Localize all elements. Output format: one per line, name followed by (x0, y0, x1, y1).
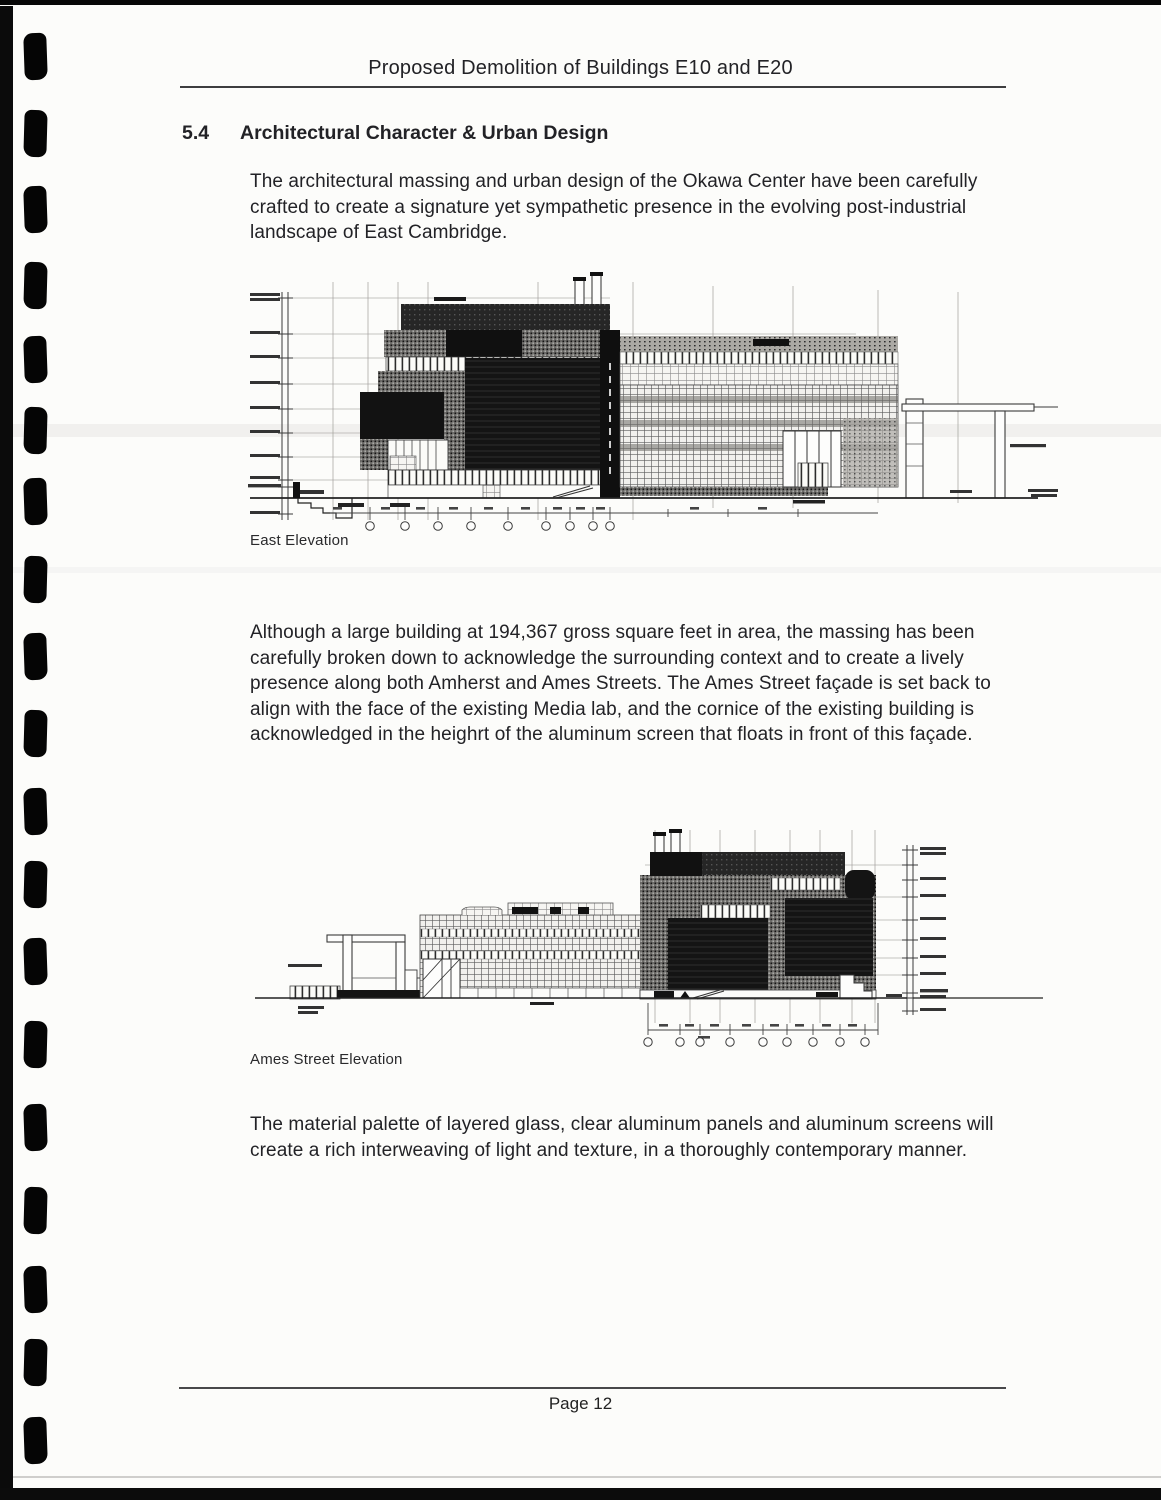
binding-hole-mark (23, 710, 47, 758)
binding-hole-mark (23, 1021, 47, 1069)
binding-hole-mark (23, 407, 47, 455)
binding-hole-mark (23, 186, 48, 234)
binding-hole-mark (23, 1104, 48, 1152)
east-elevation-drawing (238, 268, 1068, 560)
level-annotation-marks (248, 293, 324, 514)
ames-street-elevation-drawing (250, 818, 1050, 1058)
section-number: 5.4 (182, 122, 210, 144)
binding-hole-mark (23, 336, 48, 384)
page-number-text: Page 12 (548, 1394, 613, 1413)
binding-hole-mark (23, 1417, 48, 1465)
scan-edge-left (0, 6, 13, 1500)
binding-hole-mark (23, 262, 47, 310)
binding-hole-mark (23, 110, 47, 158)
binding-hole-mark (23, 861, 47, 909)
body-paragraph-1: The architectural massing and urban design of the Okawa Center have been carefully crafted to create a signature yet sympathetic presence in the evolving post-industrial landscape of East Cambridge. (250, 171, 978, 243)
footer-rule (179, 1387, 1006, 1389)
figure-caption-ames-street-elevation: Ames Street Elevation (250, 1051, 403, 1068)
level-annotation-marks (920, 847, 948, 1011)
binding-hole-mark (23, 1266, 48, 1314)
document-title: Proposed Demolition of Buildings E10 and E20 (368, 57, 793, 79)
section-heading (182, 122, 608, 145)
binding-hole-mark (23, 938, 48, 986)
scan-edge-top (0, 0, 1161, 5)
body-paragraph-3: The material palette of layered glass, clear aluminum panels and aluminum screens will create a rich interweaving of light and texture, in a thoroughly contemporary manner. (250, 1114, 994, 1161)
dimension-marks (659, 1024, 857, 1039)
binding-hole-mark (23, 556, 47, 604)
title-rule (180, 86, 1006, 88)
binding-hole-mark (23, 478, 48, 526)
binding-hole-mark (23, 1187, 47, 1235)
scan-edge-bottom (0, 1488, 1161, 1500)
scanner-streak (0, 567, 1161, 573)
scanner-streak (0, 1476, 1161, 1478)
section-title: Architectural Character & Urban Design (240, 122, 609, 144)
figure-caption-east-elevation: East Elevation (250, 532, 349, 549)
binding-hole-mark (23, 633, 48, 681)
column-grid-bubbles (644, 1038, 869, 1046)
body-paragraph-2: Although a large building at 194,367 gross square feet in area, the massing has been carefully broken down to acknowledge the surrounding context and to create a lively presence along both Amherst and Ames Streets. The Ames Street façade is set back to align with the face of the existing Media lab, and the cornice of the existing building is acknowledged in the heighrt of the aluminum screen that floats in front of this façade. (250, 622, 991, 745)
column-grid-bubbles (366, 522, 615, 531)
binding-hole-mark (23, 1339, 47, 1387)
binding-hole-mark (23, 788, 48, 836)
